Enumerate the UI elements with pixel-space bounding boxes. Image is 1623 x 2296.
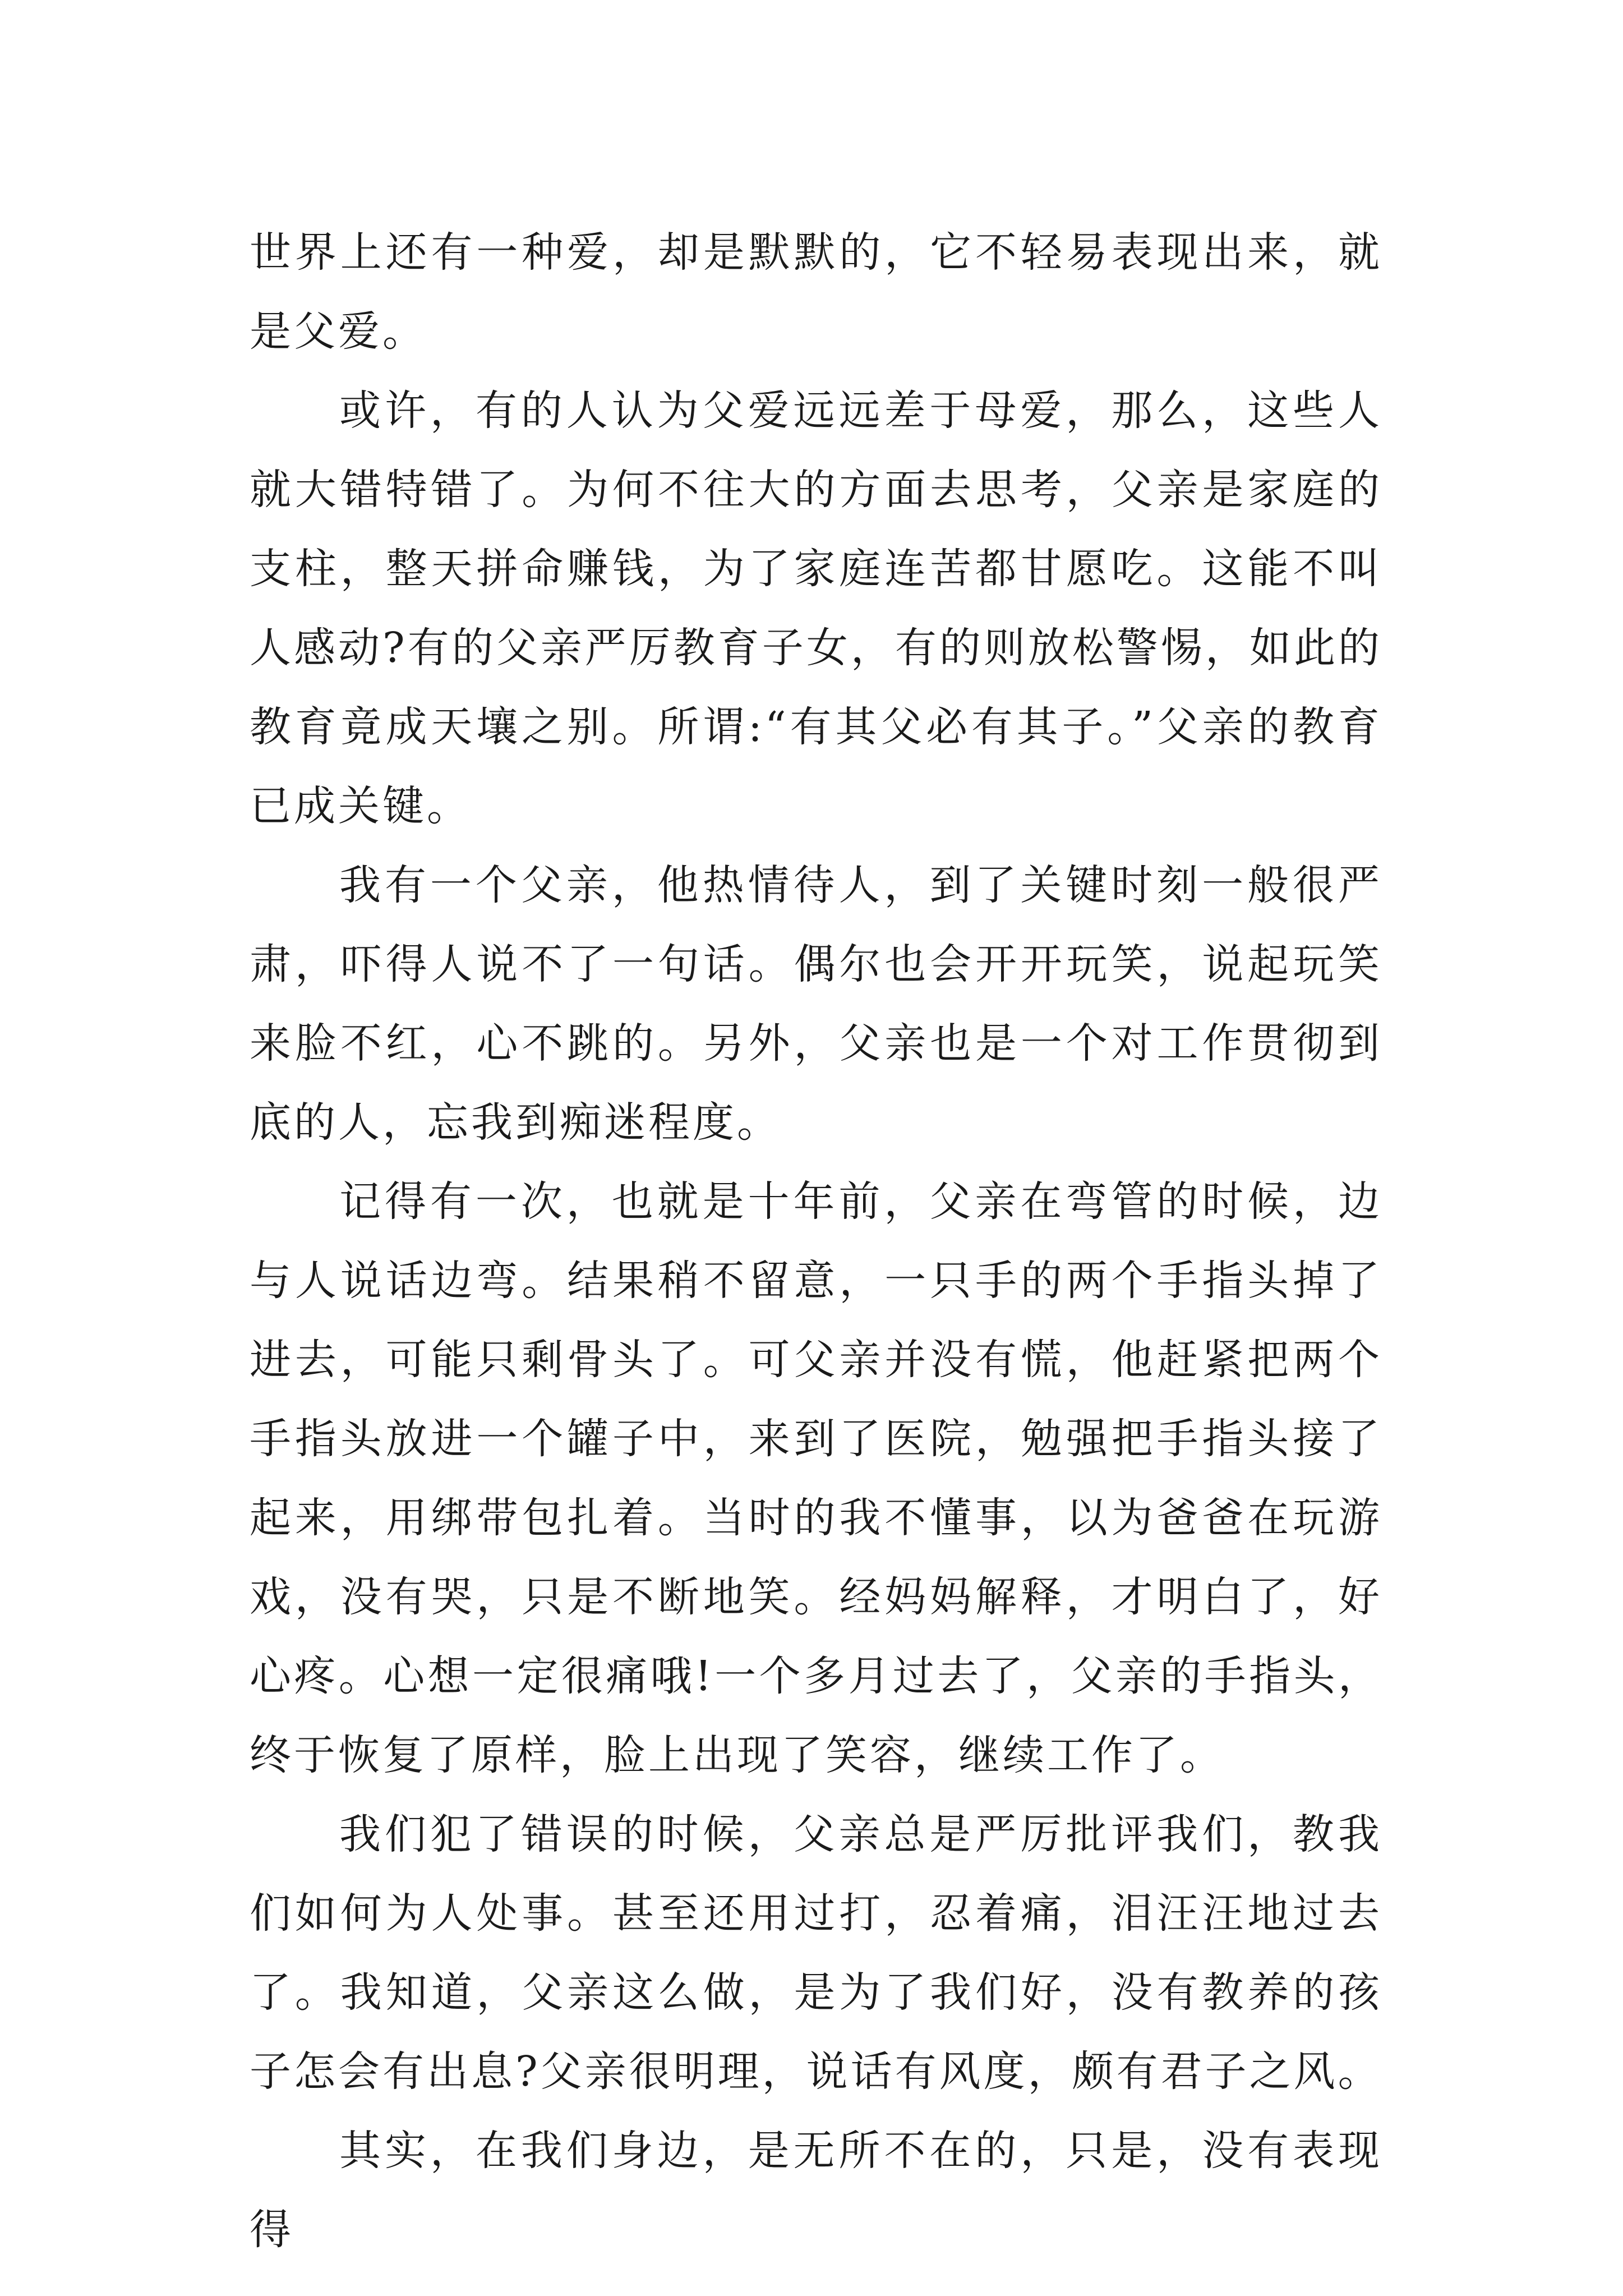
paragraph-6: 其实，在我们身边，是无所不在的，只是，没有表现得 bbox=[250, 2127, 1382, 2254]
paragraph-3: 我有一个父亲，他热情待人，到了关键时刻一般很严肃，吓得人说不了一句话。偶尔也会开开玩笑，说起玩笑来脸不红，心不跳的。另外，父亲也是一个对工作贯彻到底的人，忘我到痴迷程度。 bbox=[250, 861, 1382, 1147]
paragraph-1: 世界上还有一种爱，却是默默的，它不轻易表现出来，就是父爱。 bbox=[250, 228, 1382, 356]
paragraph-2: 或许，有的人认为父爱远远差于母爱，那么，这些人就大错特错了。为何不往大的方面去思考，父亲是家庭的支柱，整天拼命赚钱，为了家庭连苦都甘愿吃。这能不叫人感动?有的父亲严厉教育子女，有的则放松警惕，如此的教育竟成天壤之别。所谓:“有其父必有其子。”父亲的教育已成关键。 bbox=[250, 386, 1382, 830]
paragraph-4: 记得有一次，也就是十年前，父亲在弯管的时候，边与人说话边弯。结果稍不留意，一只手的两个手指头掉了进去，可能只剩骨头了。可父亲并没有慌，他赶紧把两个手指头放进一个罐子中，来到了医院，勉强把手指头接了起来，用绑带包扎着。当时的我不懂事，以为爸爸在玩游戏，没有哭，只是不断地笑。经妈妈解释，才明白了，好心疼。心想一定很痛哦!一个多月过去了，父亲的手指头，终于恢复了原样，脸上出现了笑容，继续工作了。 bbox=[250, 1177, 1382, 1779]
paragraph-5: 我们犯了错误的时候，父亲总是严厉批评我们，教我们如何为人处事。甚至还用过打，忍着痛，泪汪汪地过去了。我知道，父亲这么做，是为了我们好，没有教养的孩子怎会有出息?父亲很明理，说话有风度，颇有君子之风。 bbox=[250, 1810, 1382, 2096]
document-body bbox=[250, 213, 1382, 2270]
